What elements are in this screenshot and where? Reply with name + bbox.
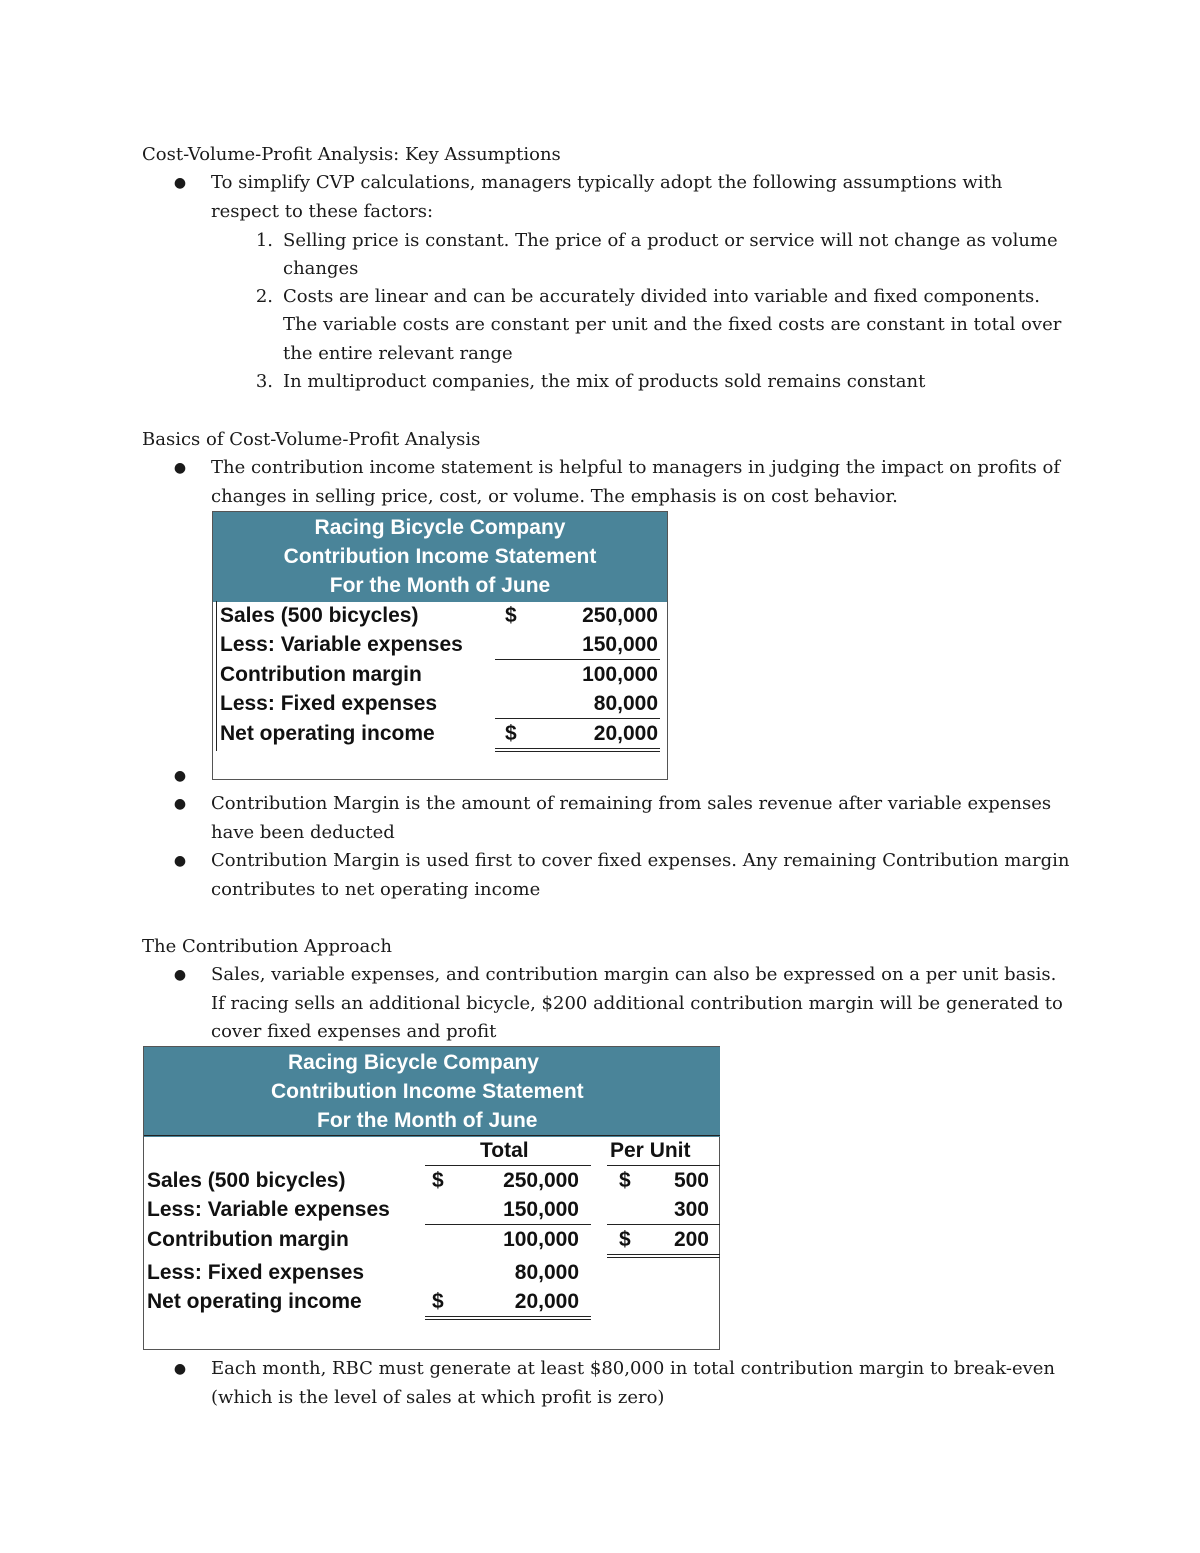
list-number: 2.: [255, 286, 273, 307]
list-item-text: Costs are linear and can be accurately divided into variable and fixed components. The variable costs are constant per unit and the fixed costs are constant in total over the entire relevant range: [283, 286, 1062, 364]
table-left-rule: [216, 601, 217, 751]
currency-symbol: $: [619, 1228, 631, 1251]
section-heading-contribution-approach: The Contribution Approach: [142, 936, 392, 957]
bullet-dot: ●: [173, 853, 187, 869]
bullet-dot: ●: [173, 768, 187, 784]
section-heading-key-assumptions: Cost-Volume-Profit Analysis: Key Assumptions: [142, 144, 561, 165]
row-label-sales: Sales (500 bicycles): [147, 1169, 346, 1192]
value-fixed-expenses: 80,000: [593, 692, 658, 715]
value-variable-expenses: 150,000: [582, 633, 658, 656]
contribution-income-statement-table: [212, 511, 668, 780]
column-header-per-unit: Per Unit: [610, 1139, 691, 1162]
column-header-total: Total: [480, 1139, 529, 1162]
bullet-text: Sales, variable expenses, and contribution margin can also be expressed on a per unit basis. If racing sells an additional bicycle, $200 additional contribution margin will be generated to cover fixed expenses and profit: [211, 964, 1063, 1042]
table-title-period: For the Month of June: [329, 574, 551, 597]
currency-symbol: $: [432, 1169, 444, 1192]
row-label-variable-expenses: Less: Variable expenses: [147, 1198, 390, 1221]
list-item-text: Selling price is constant. The price of a product or service will not change as volume changes: [283, 230, 1058, 280]
section-heading-basics: Basics of Cost-Volume-Profit Analysis: [142, 429, 481, 450]
total-double-rule: [425, 1316, 591, 1320]
table-header: [213, 512, 667, 602]
per-unit-contribution-margin: 200: [673, 1228, 709, 1251]
total-variable-expenses: 150,000: [503, 1198, 579, 1221]
row-label-fixed-expenses: Less: Fixed expenses: [147, 1261, 365, 1284]
bullet-text: Each month, RBC must generate at least $80,000 in total contribution margin to break-even (which is the level of sales at which profit is zero): [211, 1358, 1056, 1408]
currency-symbol: $: [619, 1169, 631, 1192]
row-label-sales: Sales (500 bicycles): [220, 604, 419, 627]
total-net-operating-income: 20,000: [514, 1290, 579, 1313]
table-title-statement: Contribution Income Statement: [283, 545, 597, 568]
table-title-statement: Contribution Income Statement: [271, 1080, 584, 1103]
bullet-text: The contribution income statement is helpful to managers in judging the impact on profits of changes in selling price, cost, or volume. The emphasis is on cost behavior.: [211, 457, 1061, 507]
value-sales: 250,000: [582, 604, 658, 627]
bullet-dot: ●: [173, 460, 187, 476]
currency-symbol: $: [505, 604, 517, 627]
row-label-contribution-margin: Contribution margin: [147, 1228, 349, 1251]
bullet-dot: ●: [173, 1361, 187, 1377]
bullet-text: Contribution Margin is the amount of remaining from sales revenue after variable expenses have been deducted: [211, 793, 1052, 843]
contribution-income-statement-per-unit-table: [143, 1046, 720, 1350]
total-double-rule: [607, 1254, 720, 1258]
bullet-dot: ●: [173, 967, 187, 983]
value-net-operating-income: 20,000: [593, 722, 658, 745]
list-number: 1.: [255, 230, 273, 251]
total-sales: 250,000: [503, 1169, 579, 1192]
total-fixed-expenses: 80,000: [514, 1261, 579, 1284]
per-unit-sales: 500: [673, 1169, 709, 1192]
list-item-text: In multiproduct companies, the mix of products sold remains constant: [283, 371, 926, 392]
row-label-net-operating-income: Net operating income: [147, 1290, 362, 1313]
table-title-company: Racing Bicycle Company: [288, 1051, 539, 1074]
row-label-net-operating-income: Net operating income: [220, 722, 435, 745]
list-number: 3.: [255, 371, 273, 392]
value-contribution-margin: 100,000: [582, 663, 658, 686]
bullet-dot: ●: [173, 796, 187, 812]
row-label-contribution-margin: Contribution margin: [220, 663, 422, 686]
total-contribution-margin: 100,000: [503, 1228, 579, 1251]
total-double-rule: [495, 748, 660, 752]
currency-symbol: $: [432, 1290, 444, 1313]
table-header: [144, 1047, 720, 1137]
bullet-text: Contribution Margin is used first to cover fixed expenses. Any remaining Contribution margin contributes to net operating income: [211, 850, 1070, 900]
currency-symbol: $: [505, 722, 517, 745]
row-label-variable-expenses: Less: Variable expenses: [220, 633, 463, 656]
bullet-text: To simplify CVP calculations, managers typically adopt the following assumptions with respect to these factors:: [211, 172, 1003, 222]
table-title-company: Racing Bicycle Company: [314, 516, 566, 539]
table-title-period: For the Month of June: [317, 1109, 538, 1132]
per-unit-variable-expenses: 300: [673, 1198, 709, 1221]
row-label-fixed-expenses: Less: Fixed expenses: [220, 692, 438, 715]
bullet-dot: ●: [173, 175, 187, 191]
